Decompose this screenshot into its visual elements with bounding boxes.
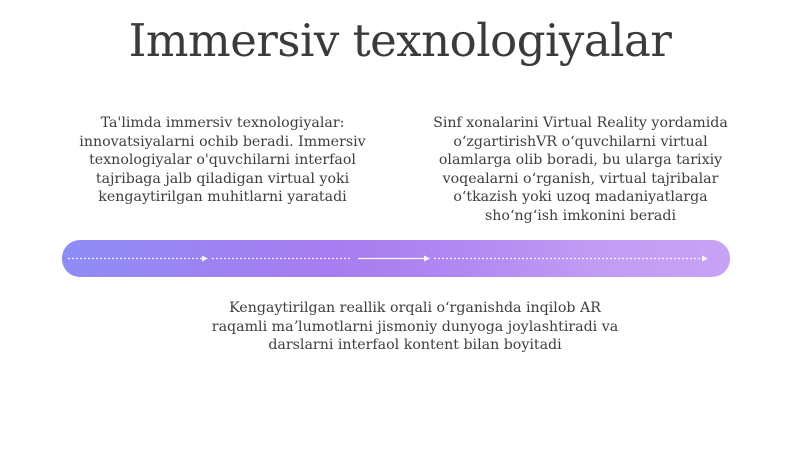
timeline-arrows — [62, 240, 730, 277]
arrow-head-2-icon — [424, 256, 430, 262]
text-block-bottom: Kengaytirilgan reallik orqali oʻrganishda inqilob AR raqamli maʼlumotlarni jismoniy dunyoga joylashtiradi va darslarni interfaol kontent bilan boyitadi — [211, 300, 619, 353]
timeline-bar — [62, 240, 730, 277]
slide-title: Immersiv texnologiyalar — [128, 14, 672, 67]
arrow-head-1-icon — [202, 256, 208, 262]
text-block-right: Sinf xonalarini Virtual Reality yordamida oʻzgartirishVR oʻquvchilarni virtual olamlarga olib boradi, bu ularga tarixiy voqealarni oʻrganish, virtual tajribalar oʻtkazish yoki uzoq madaniyatlarga shoʻngʻish imkonini beradi — [433, 115, 728, 224]
text-block-left: Ta'limda immersiv texnologiyalar: innovatsiyalarni ochib beradi. Immersiv texnologiyalar o'quvchilarni interfaol tajribaga jalb qiladigan virtual yoki kengaytirilgan muhitlarni yaratadi — [79, 115, 366, 205]
arrow-head-3-icon — [702, 256, 708, 262]
